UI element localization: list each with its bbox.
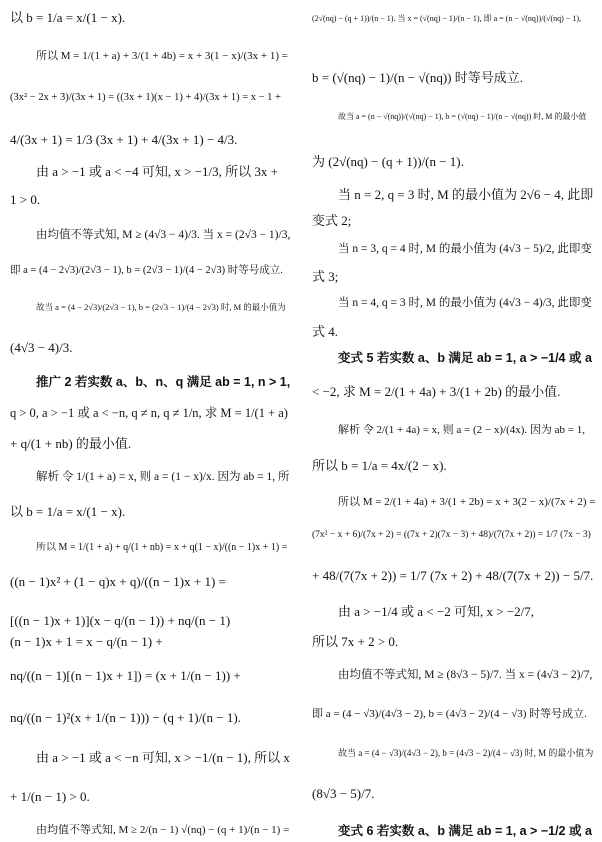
text-line: (2√(nq) − (q + 1))/(n − 1). 当 x = (√(nq) − 1)/(n − 1), 即 a = (n − √(nq))/(√(nq) − 1), [312, 14, 581, 23]
text-line: 故当 a = (4 − 2√3)/(2√3 − 1), b = (2√3 − 1)/(4 − 2√3) 时, M 的最小值为 [36, 302, 286, 312]
text-line: (n − 1)x + 1 = x − q/(n − 1) + [10, 634, 163, 649]
text-line: q > 0, a > −1 或 a < −n, q ≠ n, q ≠ 1/n, 求 M = 1/(1 + a) [10, 406, 288, 420]
text-line: + 48/(7(7x + 2)) = 1/7 (7x + 2) + 48/(7(7x + 2)) − 5/7. [312, 568, 594, 583]
text-line: 所以 7x + 2 > 0. [312, 634, 399, 649]
text-line: 由均值不等式知, M ≥ 2/(n − 1) √(nq) − (q + 1)/(n − 1) = [36, 824, 290, 836]
text-line: 为 (2√(nq) − (q + 1))/(n − 1). [312, 154, 464, 169]
text-line: 故当 a = (n − √(nq))/(√(nq) − 1), b = (√(nq) − 1)/(n − √(nq)) 时, M 的最小值 [338, 112, 587, 121]
text-line: 1 > 0. [10, 192, 41, 207]
text-line: 以 b = 1/a = x/(1 − x). [10, 10, 126, 25]
text-line: (8√3 − 5)/7. [312, 786, 375, 801]
text-line: (3x² − 2x + 3)/(3x + 1) = ((3x + 1)(x − 1) + 4)/(3x + 1) = x − 1 + [10, 92, 281, 103]
section-heading-tuiguang-2: 推广 2 若实数 a、b、n、q 满足 ab = 1, n > 1, [36, 375, 291, 389]
section-heading-bianshi-6: 变式 6 若实数 a、b 满足 ab = 1, a > −1/2 或 a [338, 824, 592, 838]
text-line: 当 n = 3, q = 4 时, M 的最小值为 (4√3 − 5)/2, 此即变 [338, 243, 592, 255]
text-line: 即 a = (4 − 2√3)/(2√3 − 1), b = (2√3 − 1)/(4 − 2√3) 时等号成立. [10, 265, 283, 276]
text-line: ((n − 1)x² + (1 − q)x + q)/((n − 1)x + 1) = [10, 574, 226, 589]
text-line: 所以 b = 1/a = 4x/(2 − x). [312, 458, 447, 473]
text-line: 4/(3x + 1) = 1/3 (3x + 1) + 4/(3x + 1) − 4/3. [10, 132, 238, 147]
text-line: 所以 M = 1/(1 + a) + 3/(1 + 4b) = x + 3(1 − x)/(3x + 1) = [36, 50, 288, 62]
text-line: + 1/(n − 1) > 0. [10, 789, 90, 804]
text-line: nq/((n − 1)[(n − 1)x + 1]) = (x + 1/(n − 1)) + [10, 668, 241, 683]
text-line: 当 n = 2, q = 3 时, M 的最小值为 2√6 − 4, 此即 [338, 187, 594, 202]
text-line: [((n − 1)x + 1)](x − q/(n − 1)) + nq/(n − 1) [10, 613, 231, 628]
text-line: 由 a > −1 或 a < −n 可知, x > −1/(n − 1), 所以 x [36, 750, 290, 765]
solution-line: 解析 令 1/(1 + a) = x, 则 a = (1 − x)/x. 因为 ab = 1, 所 [36, 471, 290, 483]
text-line: 以 b = 1/a = x/(1 − x). [10, 504, 126, 519]
text-line: (7x² − x + 6)/(7x + 2) = ((7x + 2)(7x − 3) + 48)/(7(7x + 2)) = 1/7 (7x − 3) [312, 530, 591, 540]
text-line: 由均值不等式知, M ≥ (8√3 − 5)/7. 当 x = (4√3 − 2)/7, [338, 669, 593, 681]
text-line: 式 3; [312, 269, 339, 284]
text-line: 由 a > −1/4 或 a < −2 可知, x > −2/7, [338, 604, 535, 619]
text-line: 由均值不等式知, M ≥ (4√3 − 4)/3. 当 x = (2√3 − 1)/3, [36, 229, 291, 241]
text-line: 由 a > −1 或 a < −4 可知, x > −1/3, 所以 3x + [36, 164, 278, 179]
text-line: nq/((n − 1)²(x + 1/(n − 1))) − (q + 1)/(n − 1). [10, 710, 241, 725]
left-column [10, 6, 293, 838]
text-line: 所以 M = 1/(1 + a) + q/(1 + nb) = x + q(1 − x)/((n − 1)x + 1) = [36, 542, 288, 553]
text-line: 即 a = (4 − √3)/(4√3 − 2), b = (4√3 − 2)/(4 − √3) 时等号成立. [312, 708, 587, 720]
text-line: + q/(1 + nb) 的最小值. [10, 436, 132, 451]
text-line: 所以 M = 2/(1 + 4a) + 3/(1 + 2b) = x + 3(2 − x)/(7x + 2) = [338, 496, 595, 508]
text-line: 故当 a = (4 − √3)/(4√3 − 2), b = (4√3 − 2)/(4 − √3) 时, M 的最小值为 [338, 748, 594, 758]
text-line: 变式 2; [312, 213, 352, 228]
text-line: < −2, 求 M = 2/(1 + 4a) + 3/(1 + 2b) 的最小值. [312, 384, 561, 399]
text-line: b = (√(nq) − 1)/(n − √(nq)) 时等号成立. [312, 70, 524, 85]
section-heading-bianshi-5: 变式 5 若实数 a、b 满足 ab = 1, a > −1/4 或 a [338, 351, 592, 365]
right-column [312, 6, 595, 838]
text-line: 式 4. [312, 324, 339, 339]
text-line: (4√3 − 4)/3. [10, 340, 73, 355]
solution-line: 解析 令 2/(1 + 4a) = x, 则 a = (2 − x)/(4x). 因为 ab = 1, [338, 424, 586, 436]
text-line: 当 n = 4, q = 3 时, M 的最小值为 (4√3 − 4)/3, 此即变 [338, 297, 592, 309]
